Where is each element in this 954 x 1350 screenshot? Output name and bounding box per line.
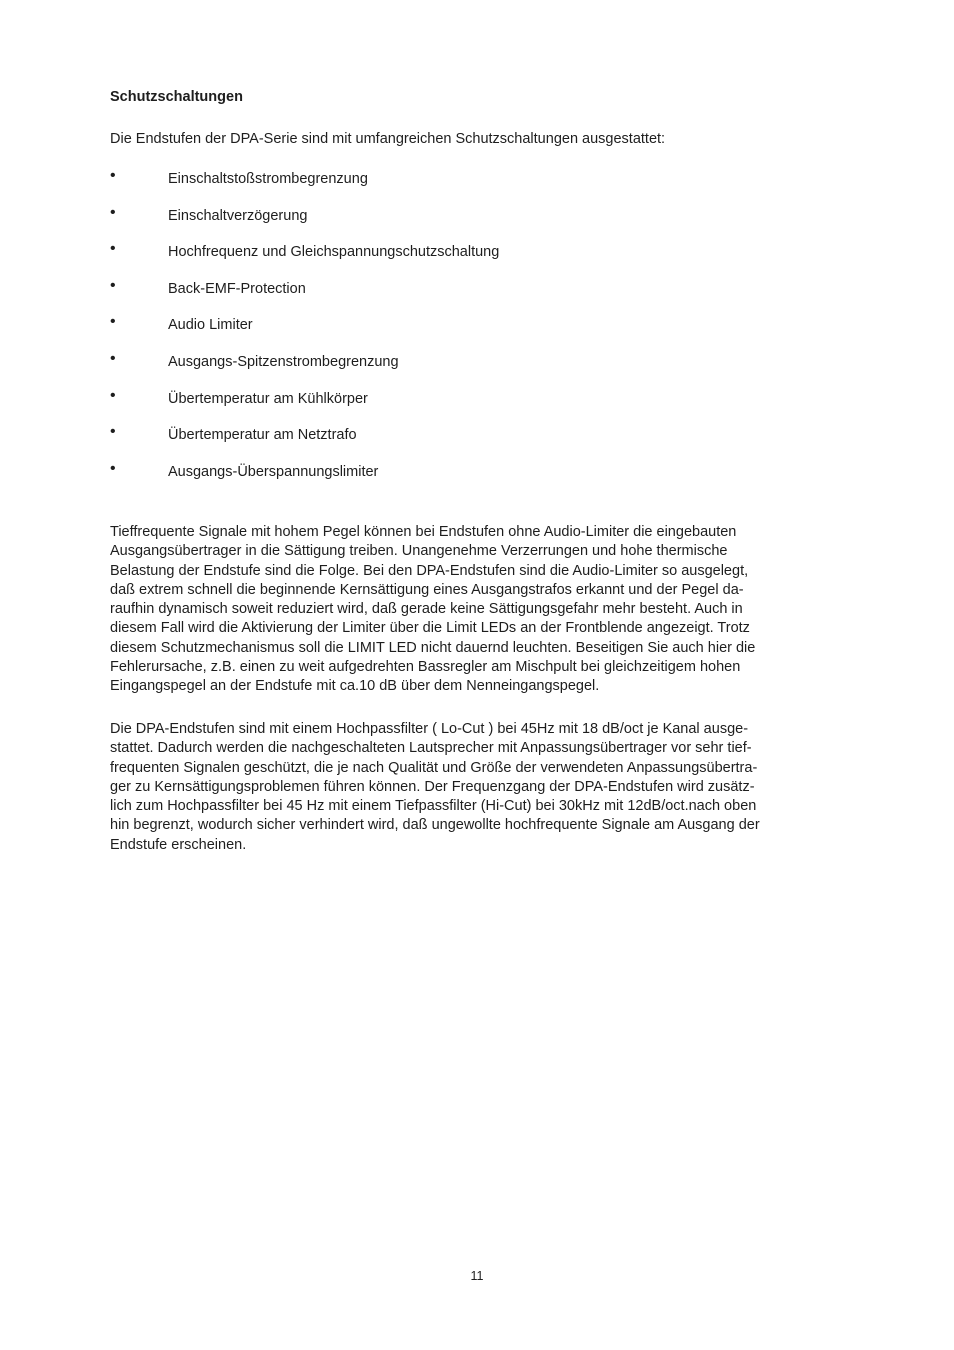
paragraph-line: Tieffrequente Signale mit hohem Pegel können bei Endstufen ohne Audio-Limiter die eingebauten — [110, 524, 737, 540]
list-item — [110, 350, 830, 387]
list-item-label: Back-EMF-Protection — [168, 280, 306, 297]
list-item — [110, 204, 830, 241]
list-item — [110, 313, 830, 350]
list-item-label: Übertemperatur am Netztrafo — [168, 427, 357, 444]
list-item — [110, 167, 830, 204]
paragraph-line: Belastung der Endstufe sind die Folge. Bei den DPA-Endstufen sind die Audio-Limiter so ausgelegt, — [110, 562, 749, 579]
list-item-label: Einschaltstoßstrombegrenzung — [168, 171, 368, 187]
paragraph-line: daß extrem schnell die beginnende Kernsättigung eines Ausgangstrafos erkannt und der Pegel da- — [110, 581, 744, 598]
bullet-icon: • — [110, 459, 116, 477]
section-heading: Schutzschaltungen — [110, 89, 243, 105]
list-item-label: Übertemperatur am Kühlkörper — [168, 390, 368, 407]
list-item — [110, 423, 830, 460]
paragraph-line: hin begrenzt, wodurch sicher verhindert wird, daß ungewollte hochfrequente Signale am Ausgang der — [110, 817, 760, 834]
list-item — [110, 240, 830, 277]
paragraph-line: ger zu Kernsättigungsproblemen führen können. Der Frequenzgang der DPA-Endstufen wird zusätz- — [110, 778, 755, 795]
bullet-icon: • — [110, 240, 116, 258]
protection-list — [110, 167, 830, 496]
bullet-icon: • — [110, 313, 116, 331]
filter-paragraph — [110, 720, 840, 855]
list-item-label: Ausgangs-Überspannungslimiter — [168, 463, 379, 480]
bullet-icon: • — [110, 203, 116, 221]
paragraph-line: lich zum Hochpassfilter bei 45 Hz mit einem Tiefpassfilter (Hi-Cut) bei 30kHz mit 12dB/oct.nach oben — [110, 798, 757, 815]
paragraph-line: stattet. Dadurch werden die nachgeschalteten Lautsprecher mit Anpassungsübertrager vor sehr tief- — [110, 740, 752, 757]
bullet-icon: • — [110, 349, 116, 367]
list-item-label: Audio Limiter — [168, 317, 253, 334]
list-item — [110, 387, 830, 424]
intro-text: Die Endstufen der DPA-Serie sind mit umfangreichen Schutzschaltungen ausgestattet: — [110, 131, 666, 147]
page-number: 11 — [470, 1269, 484, 1283]
list-item — [110, 277, 830, 314]
bullet-icon: • — [110, 386, 116, 404]
list-item — [110, 460, 830, 497]
bullet-icon: • — [110, 276, 116, 294]
paragraph-line: Fehlerursache, z.B. einen zu weit aufgedrehten Bassregler am Mischpult bei gleichzeitigem hohen — [110, 659, 741, 676]
list-item-label: Einschaltverzögerung — [168, 207, 308, 224]
paragraph-line: raufhin dynamisch soweit reduziert wird, daß gerade keine Sättigungsgefahr mehr besteht. Auch in — [110, 601, 743, 618]
paragraph-line: Die DPA-Endstufen sind mit einem Hochpassfilter ( Lo-Cut ) bei 45Hz mit 18 dB/oct je Kanal ausge- — [110, 721, 749, 737]
list-item-label: Ausgangs-Spitzenstrombegrenzung — [168, 353, 399, 370]
bullet-icon: • — [110, 167, 116, 184]
paragraph-line: Endstufe erscheinen. — [110, 836, 247, 853]
paragraph-line: diesem Schutzmechanismus soll die LIMIT LED nicht dauernd leuchten. Beseitigen Sie auch hier die — [110, 639, 756, 656]
bullet-icon: • — [110, 423, 116, 441]
paragraph-line: Eingangspegel an der Endstufe mit ca.10 dB über dem Nenneingangspegel. — [110, 678, 600, 695]
limiter-paragraph — [110, 523, 840, 697]
paragraph-line: Ausgangsübertrager in die Sättigung treiben. Unangenehme Verzerrungen und hohe thermische — [110, 543, 728, 560]
list-item-label: Hochfrequenz und Gleichspannungschutzschaltung — [168, 244, 500, 261]
paragraph-line: diesem Fall wird die Aktivierung der Limiter über die Limit LEDs an der Frontblende angezeigt. Trotz — [110, 620, 750, 637]
paragraph-line: frequenten Signalen geschützt, die je nach Qualität und Größe der verwendeten Anpassungsübertra- — [110, 759, 758, 776]
